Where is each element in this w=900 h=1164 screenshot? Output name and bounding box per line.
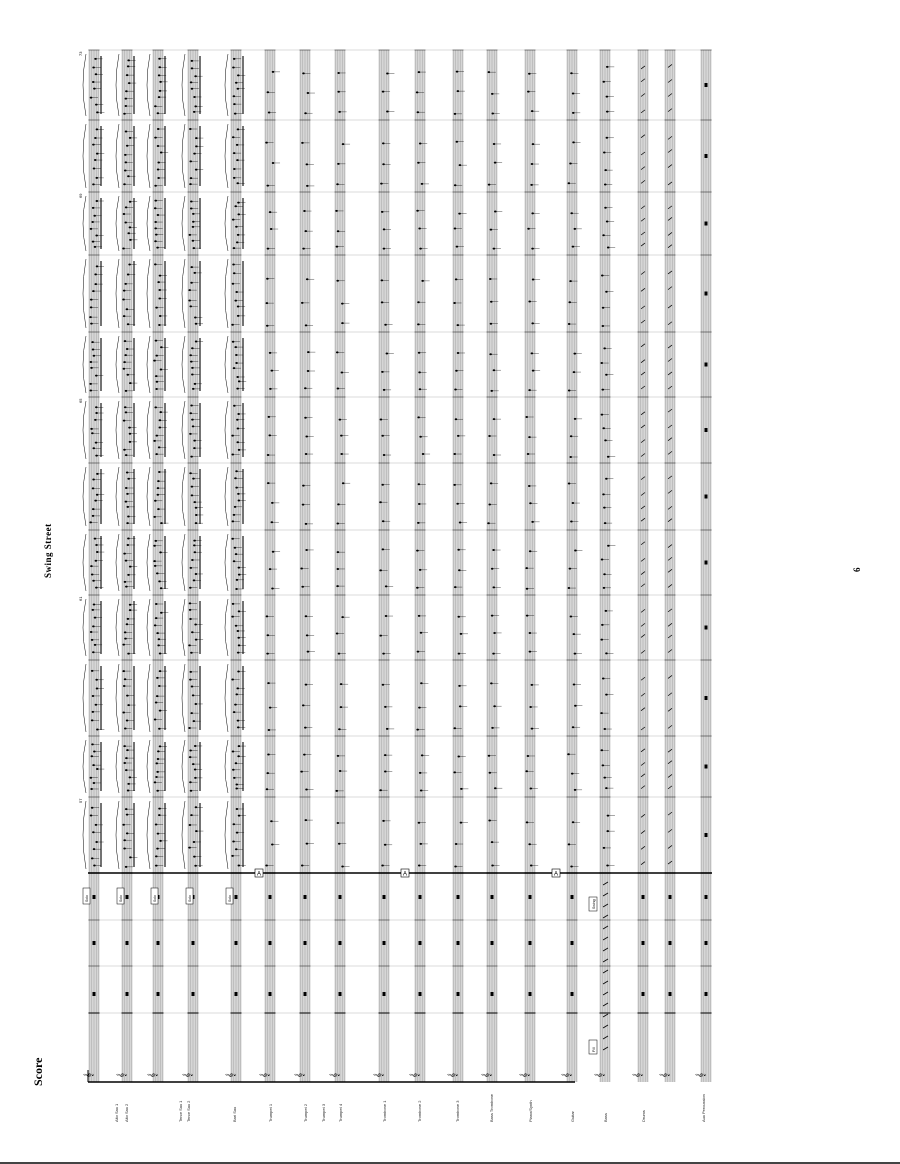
slur [147, 54, 150, 116]
slur [225, 467, 228, 526]
bar-number: 61 [78, 596, 83, 601]
rest-mark [457, 992, 460, 996]
rest-mark [705, 561, 708, 565]
slur [116, 259, 119, 328]
rest-mark [419, 992, 422, 996]
slur [182, 534, 185, 591]
slur [182, 740, 185, 793]
slur [182, 801, 185, 869]
barline-group [88, 50, 712, 1082]
slur [182, 467, 185, 526]
slur [147, 467, 150, 526]
slur [182, 259, 185, 328]
slur [116, 534, 119, 591]
instrument-label: Trumpet 4 [338, 1103, 343, 1122]
instrument-label: Tenor Sax 1 [178, 1100, 183, 1122]
bar-number: 69 [78, 193, 83, 198]
solo-label: Solo [228, 894, 232, 902]
rest-mark [491, 895, 494, 899]
rest-mark [93, 895, 96, 899]
slur [116, 336, 119, 393]
slur [147, 401, 150, 459]
rest-mark [571, 941, 574, 945]
rest-mark [529, 992, 532, 996]
slur [182, 54, 185, 116]
slur [83, 740, 86, 793]
slur [83, 54, 86, 116]
clef-icon: 𝄞 [295, 1072, 305, 1078]
slur [225, 599, 228, 656]
slur [83, 401, 86, 459]
clef-icon: 𝄞 [696, 1072, 706, 1078]
instrument-label: Alto Sax 1 [114, 1103, 119, 1122]
clef-icon: 𝄞 [482, 1072, 492, 1078]
rest-mark [705, 292, 708, 296]
rest-mark [235, 895, 238, 899]
rest-mark [126, 895, 129, 899]
rest-mark [304, 895, 307, 899]
slur [147, 599, 150, 656]
slur [147, 664, 150, 732]
slur [225, 740, 228, 793]
instrument-label: Trombone 3 [455, 1100, 460, 1122]
score-label: Score [31, 1057, 45, 1086]
slur [116, 599, 119, 656]
slur [225, 801, 228, 869]
clef-icon: 𝄞 [448, 1072, 458, 1078]
clef-icon: 𝄞 [183, 1072, 193, 1078]
clef-icon: 𝄞 [633, 1072, 643, 1078]
piece-title: Swing Street [43, 523, 53, 578]
rest-mark [642, 941, 645, 945]
slur [225, 336, 228, 393]
rest-mark [705, 895, 708, 899]
rest-mark [571, 895, 574, 899]
slur [147, 124, 150, 188]
slur [83, 664, 86, 732]
rest-mark [529, 895, 532, 899]
slur [182, 664, 185, 732]
rest-mark [235, 941, 238, 945]
rest-mark [339, 941, 342, 945]
rest-mark [705, 992, 708, 996]
slur [182, 599, 185, 656]
rest-mark [705, 363, 708, 367]
rest-mark [669, 992, 672, 996]
rest-mark [339, 992, 342, 996]
clef-icon: 𝄞 [374, 1072, 384, 1078]
slur [147, 740, 150, 793]
rest-mark [269, 992, 272, 996]
slur [116, 196, 119, 251]
instrument-label: Guitar [570, 1111, 575, 1122]
clef-icon: 𝄞 [117, 1072, 127, 1078]
rest-mark [235, 992, 238, 996]
rest-mark [269, 895, 272, 899]
slur [83, 196, 86, 251]
rest-mark [192, 941, 195, 945]
rest-mark [419, 941, 422, 945]
clef-icon: 𝄞 [562, 1072, 572, 1078]
rest-mark [383, 992, 386, 996]
rest-mark [705, 222, 708, 226]
rest-mark [269, 941, 272, 945]
page-number: 6 [852, 567, 862, 572]
clef-icon: 𝄞 [410, 1072, 420, 1078]
clef-icon: 𝄞 [520, 1072, 530, 1078]
rest-mark [339, 895, 342, 899]
text-box-label: Fill [592, 1047, 596, 1052]
slur [182, 196, 185, 251]
slur [83, 259, 86, 328]
rest-mark [304, 992, 307, 996]
rest-mark [93, 992, 96, 996]
slur [225, 124, 228, 188]
rest-mark [192, 992, 195, 996]
solo-label: Solo [119, 894, 123, 902]
slur [83, 534, 86, 591]
clef-icon: 𝄞 [148, 1072, 158, 1078]
instrument-label: Trombone 2 [417, 1100, 422, 1122]
rest-mark [126, 941, 129, 945]
solo-label: Solo [153, 894, 157, 902]
rest-mark [705, 833, 708, 837]
rest-mark [571, 992, 574, 996]
rest-mark [457, 895, 460, 899]
rest-mark [304, 941, 307, 945]
instrument-label: Tenor Sax 2 [186, 1100, 191, 1122]
slur [225, 259, 228, 328]
rest-mark [157, 992, 160, 996]
rest-mark [491, 992, 494, 996]
slur [225, 196, 228, 251]
clef-icon: 𝄞 [260, 1072, 270, 1078]
rest-mark [705, 941, 708, 945]
slur [225, 534, 228, 591]
slur [83, 336, 86, 393]
slur [116, 664, 119, 732]
instrument-label: Trumpet 1 [268, 1103, 273, 1122]
slur [225, 664, 228, 732]
slur [182, 336, 185, 393]
slur [83, 599, 86, 656]
instrument-label: Bari Sax [232, 1106, 237, 1122]
instrument-label: Trombone 1 [382, 1100, 387, 1122]
instrument-label: Alto Sax 2 [124, 1103, 129, 1122]
slur [147, 336, 150, 393]
instrument-label: Trumpet 2 [303, 1103, 308, 1122]
clef-icon: 𝄞 [226, 1072, 236, 1078]
bar-number: 65 [78, 398, 83, 403]
rest-mark [529, 941, 532, 945]
instrument-label: Bass [603, 1113, 608, 1122]
slur [116, 467, 119, 526]
bar-number: 73 [78, 51, 83, 56]
slur [147, 259, 150, 328]
rest-mark [383, 895, 386, 899]
rest-mark [705, 495, 708, 499]
slur [83, 124, 86, 188]
rehearsal-mark: A [554, 871, 559, 878]
instrument-label: Aux Percussion [701, 1094, 706, 1122]
rest-mark [457, 941, 460, 945]
rest-mark [705, 765, 708, 769]
rehearsal-mark: A [257, 871, 262, 878]
rest-mark [705, 428, 708, 432]
notes-group [83, 54, 708, 1050]
solo-label: Solo [188, 894, 192, 902]
bar-number: 57 [78, 798, 83, 803]
rest-mark [705, 626, 708, 630]
clef-icon: 𝄞 [84, 1072, 94, 1078]
slur [116, 401, 119, 459]
text-box-label: Swing [592, 899, 596, 909]
slur [225, 401, 228, 459]
rest-mark [383, 941, 386, 945]
staff-group [83, 50, 712, 1082]
rest-mark [491, 941, 494, 945]
slur [83, 467, 86, 526]
rest-mark [705, 83, 708, 87]
instrument-label: Bass Trombone [489, 1093, 494, 1122]
slur [116, 124, 119, 188]
rest-mark [126, 992, 129, 996]
rest-mark [157, 941, 160, 945]
clef-icon: 𝄞 [595, 1072, 605, 1078]
slur [225, 54, 228, 116]
slur [147, 196, 150, 251]
rest-mark [705, 696, 708, 700]
slur [147, 534, 150, 591]
rest-mark [705, 154, 708, 158]
rehearsal-mark: A [403, 871, 408, 878]
instrument-label: Drums [641, 1110, 646, 1122]
rest-mark [642, 895, 645, 899]
rest-mark [642, 992, 645, 996]
slur [116, 740, 119, 793]
clef-icon: 𝄞 [660, 1072, 670, 1078]
clef-icon: 𝄞 [330, 1072, 340, 1078]
instrument-label: Trumpet 3 [321, 1103, 326, 1122]
rest-mark [419, 895, 422, 899]
slur [116, 54, 119, 116]
slur [116, 801, 119, 869]
instrument-label: Piano/Synth [528, 1100, 533, 1122]
rest-mark [669, 941, 672, 945]
rest-mark [93, 941, 96, 945]
rest-mark [669, 895, 672, 899]
slur [147, 801, 150, 869]
slur [83, 801, 86, 869]
slur [182, 401, 185, 459]
slur [182, 124, 185, 188]
solo-label: Solo [85, 894, 89, 902]
